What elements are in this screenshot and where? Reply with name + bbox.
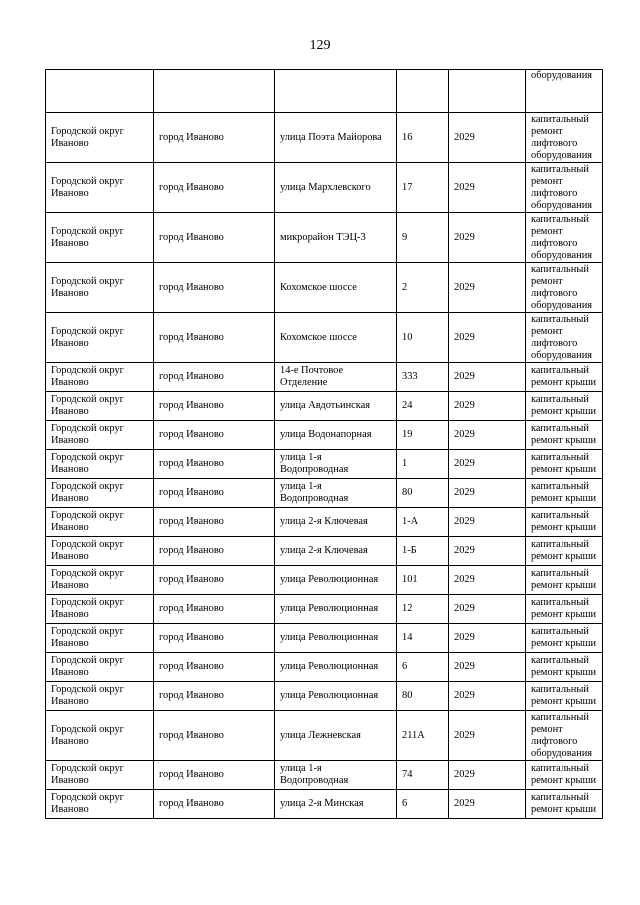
cell-street (275, 479, 397, 508)
year-text: 2029 (454, 487, 475, 498)
cell-house (397, 450, 449, 479)
house-text: 9 (402, 231, 408, 243)
cell-house (397, 421, 449, 450)
work-text: капитальный ремонт крыши (531, 423, 597, 446)
cell-locality (154, 363, 275, 392)
cell-work (526, 70, 603, 113)
cell-locality (154, 653, 275, 682)
municipality-text: Городской округ Иваново (51, 365, 124, 388)
locality-text: город Иваново (159, 690, 224, 701)
cell-year (449, 70, 526, 113)
cell-municipality (46, 450, 154, 479)
work-text: капитальный ремонт крыши (531, 452, 597, 475)
cell-house (397, 566, 449, 595)
cell-house (397, 263, 449, 313)
street-text: улица 1-я Водопроводная (280, 763, 349, 786)
house-text: 6 (402, 661, 408, 672)
locality-text: город Иваново (159, 516, 224, 527)
table-row (46, 711, 603, 761)
cell-municipality (46, 682, 154, 711)
house-text: 80 (402, 487, 413, 498)
house-text: 80 (402, 690, 413, 701)
cell-municipality (46, 790, 154, 819)
cell-street (275, 213, 397, 263)
cell-municipality (46, 363, 154, 392)
house-text: 2 (402, 281, 408, 293)
cell-work (526, 163, 603, 213)
cell-year (449, 213, 526, 263)
cell-work (526, 113, 603, 163)
cell-house (397, 653, 449, 682)
street-text: улица 1-я Водопроводная (280, 481, 349, 504)
house-text: 10 (402, 331, 413, 343)
cell-street (275, 790, 397, 819)
cell-work (526, 566, 603, 595)
cell-street (275, 263, 397, 313)
house-text: 24 (402, 400, 413, 411)
year-text: 2029 (454, 729, 475, 741)
house-text: 1-Б (402, 545, 417, 556)
table-row (46, 163, 603, 213)
cell-municipality (46, 113, 154, 163)
table-row (46, 653, 603, 682)
municipality-text: Городской округ Иваново (51, 684, 124, 707)
cell-locality (154, 537, 275, 566)
street-text: улица Революционная (280, 574, 379, 585)
work-text: капитальный ремонт крыши (531, 684, 597, 707)
table-row (46, 682, 603, 711)
locality-text: город Иваново (159, 661, 224, 672)
cell-year (449, 566, 526, 595)
table-row (46, 263, 603, 313)
cell-street (275, 682, 397, 711)
cell-work (526, 790, 603, 819)
cell-year (449, 313, 526, 363)
cell-locality (154, 508, 275, 537)
municipality-text: Городской округ Иваново (51, 568, 124, 591)
house-text: 211А (402, 729, 425, 741)
locality-text: город Иваново (159, 458, 224, 469)
cell-year (449, 537, 526, 566)
cell-work (526, 479, 603, 508)
locality-text: город Иваново (159, 131, 224, 143)
year-text: 2029 (454, 661, 475, 672)
house-text: 101 (402, 574, 418, 585)
cell-locality (154, 263, 275, 313)
cell-house (397, 70, 449, 113)
cell-house (397, 213, 449, 263)
cell-house (397, 479, 449, 508)
work-text: капитальный ремонт лифтового оборудования (531, 313, 593, 361)
cell-municipality (46, 263, 154, 313)
table-row (46, 363, 603, 392)
cell-street (275, 508, 397, 537)
street-text: микрорайон ТЭЦ-3 (280, 231, 366, 243)
cell-municipality (46, 595, 154, 624)
cell-street (275, 392, 397, 421)
cell-locality (154, 313, 275, 363)
house-text: 16 (402, 131, 413, 143)
table-row (46, 566, 603, 595)
cell-municipality (46, 392, 154, 421)
cell-street (275, 566, 397, 595)
municipality-text: Городской округ Иваново (51, 510, 124, 533)
cell-locality (154, 392, 275, 421)
cell-year (449, 682, 526, 711)
cell-municipality (46, 761, 154, 790)
work-text: капитальный ремонт крыши (531, 655, 597, 678)
cell-locality (154, 450, 275, 479)
year-text: 2029 (454, 400, 475, 411)
page-number: 129 (309, 38, 331, 53)
cell-locality (154, 70, 275, 113)
table-row (46, 761, 603, 790)
locality-text: город Иваново (159, 429, 224, 440)
cell-locality (154, 790, 275, 819)
cell-locality (154, 595, 275, 624)
cell-street (275, 624, 397, 653)
cell-year (449, 624, 526, 653)
year-text: 2029 (454, 798, 475, 809)
cell-locality (154, 682, 275, 711)
work-text: капитальный ремонт крыши (531, 481, 597, 504)
cell-work (526, 392, 603, 421)
work-text: капитальный ремонт лифтового оборудования (531, 113, 593, 161)
municipality-text: Городской округ Иваново (51, 626, 124, 649)
municipality-text: Городской округ Иваново (51, 175, 124, 199)
year-text: 2029 (454, 231, 475, 243)
cell-municipality (46, 508, 154, 537)
locality-text: город Иваново (159, 281, 224, 293)
house-text: 19 (402, 429, 413, 440)
table-row (46, 313, 603, 363)
work-text: капитальный ремонт крыши (531, 510, 597, 533)
street-text: улица Революционная (280, 690, 379, 701)
cell-street (275, 363, 397, 392)
year-text: 2029 (454, 769, 475, 780)
cell-year (449, 595, 526, 624)
year-text: 2029 (454, 516, 475, 527)
street-text: Кохомское шоссе (280, 281, 357, 293)
cell-municipality (46, 213, 154, 263)
cell-street (275, 537, 397, 566)
table-row (46, 213, 603, 263)
street-text: улица Поэта Майорова (280, 131, 382, 143)
cell-year (449, 450, 526, 479)
house-text: 6 (402, 798, 408, 809)
cell-work (526, 213, 603, 263)
house-text: 1-А (402, 516, 419, 527)
year-text: 2029 (454, 331, 475, 343)
work-text: капитальный ремонт крыши (531, 539, 597, 562)
cell-house (397, 682, 449, 711)
cell-street (275, 450, 397, 479)
cell-work (526, 508, 603, 537)
work-text: капитальный ремонт крыши (531, 568, 597, 591)
cell-work (526, 421, 603, 450)
municipality-text: Городской округ Иваново (51, 481, 124, 504)
cell-municipality (46, 313, 154, 363)
table-row (46, 392, 603, 421)
table-row (46, 624, 603, 653)
cell-year (449, 421, 526, 450)
cell-locality (154, 163, 275, 213)
cell-house (397, 711, 449, 761)
municipality-text: Городской округ Иваново (51, 655, 124, 678)
cell-locality (154, 113, 275, 163)
locality-text: город Иваново (159, 487, 224, 498)
cell-house (397, 790, 449, 819)
house-text: 1 (402, 458, 408, 469)
street-text: улица 2-я Ключевая (280, 516, 368, 527)
cell-house (397, 595, 449, 624)
cell-house (397, 508, 449, 537)
table-row (46, 595, 603, 624)
municipality-text: Городской округ Иваново (51, 597, 124, 620)
locality-text: город Иваново (159, 545, 224, 556)
street-text: улица 2-я Минская (280, 798, 364, 809)
cell-work (526, 682, 603, 711)
street-text: улица Водонапорная (280, 429, 372, 440)
table-row (46, 508, 603, 537)
year-text: 2029 (454, 545, 475, 556)
street-text: улица Революционная (280, 661, 379, 672)
cell-work (526, 450, 603, 479)
table-row (46, 537, 603, 566)
cell-locality (154, 761, 275, 790)
cell-work (526, 711, 603, 761)
cell-house (397, 537, 449, 566)
municipality-text: Городской округ Иваново (51, 423, 124, 446)
cell-work (526, 537, 603, 566)
cell-house (397, 113, 449, 163)
municipality-text: Городской округ Иваново (51, 452, 124, 475)
work-text: капитальный ремонт лифтового оборудования (531, 263, 593, 311)
locality-text: город Иваново (159, 400, 224, 411)
locality-text: город Иваново (159, 603, 224, 614)
street-text: улица 2-я Ключевая (280, 545, 368, 556)
work-text: капитальный ремонт крыши (531, 394, 597, 417)
cell-municipality (46, 70, 154, 113)
cell-work (526, 363, 603, 392)
cell-municipality (46, 537, 154, 566)
street-text: улица Революционная (280, 603, 379, 614)
municipality-text: Городской округ Иваново (51, 763, 124, 786)
cell-year (449, 263, 526, 313)
cell-year (449, 790, 526, 819)
work-text: капитальный ремонт крыши (531, 626, 597, 649)
street-text: улица Лежневская (280, 729, 361, 741)
cell-locality (154, 421, 275, 450)
cell-municipality (46, 421, 154, 450)
cell-house (397, 313, 449, 363)
cell-house (397, 392, 449, 421)
locality-text: город Иваново (159, 769, 224, 780)
cell-municipality (46, 163, 154, 213)
cell-municipality (46, 479, 154, 508)
work-text: капитальный ремонт крыши (531, 763, 597, 786)
house-text: 74 (402, 769, 413, 780)
cell-municipality (46, 566, 154, 595)
cell-street (275, 70, 397, 113)
cell-work (526, 761, 603, 790)
street-text: улица Авдотьинская (280, 400, 371, 411)
cell-work (526, 624, 603, 653)
cell-street (275, 163, 397, 213)
cell-house (397, 624, 449, 653)
work-text: капитальный ремонт крыши (531, 792, 597, 815)
cell-year (449, 711, 526, 761)
street-text: улица Революционная (280, 632, 379, 643)
cell-street (275, 761, 397, 790)
cell-locality (154, 711, 275, 761)
cell-year (449, 163, 526, 213)
cell-municipality (46, 624, 154, 653)
table-row (46, 70, 603, 113)
cell-municipality (46, 653, 154, 682)
locality-text: город Иваново (159, 798, 224, 809)
table-body (46, 70, 603, 819)
street-text: улица 1-я Водопроводная (280, 452, 349, 475)
cell-year (449, 508, 526, 537)
table-row (46, 790, 603, 819)
locality-text: город Иваново (159, 181, 224, 193)
work-text: оборудования (531, 70, 593, 81)
street-text: улица Мархлевского (280, 181, 371, 193)
cell-year (449, 653, 526, 682)
cell-municipality (46, 711, 154, 761)
cell-year (449, 113, 526, 163)
year-text: 2029 (454, 371, 475, 382)
work-text: капитальный ремонт лифтового оборудования (531, 711, 593, 759)
municipality-text: Городской округ Иваново (51, 394, 124, 417)
year-text: 2029 (454, 632, 475, 643)
cell-house (397, 163, 449, 213)
cell-street (275, 653, 397, 682)
municipality-text: Городской округ Иваново (51, 325, 124, 349)
cell-work (526, 595, 603, 624)
cell-year (449, 392, 526, 421)
locality-text: город Иваново (159, 231, 224, 243)
cell-street (275, 313, 397, 363)
house-text: 12 (402, 603, 413, 614)
work-text: капитальный ремонт лифтового оборудования (531, 163, 593, 211)
cell-year (449, 479, 526, 508)
municipality-text: Городской округ Иваново (51, 723, 124, 747)
year-text: 2029 (454, 458, 475, 469)
cell-locality (154, 479, 275, 508)
cell-house (397, 363, 449, 392)
year-text: 2029 (454, 603, 475, 614)
municipality-text: Городской округ Иваново (51, 125, 124, 149)
year-text: 2029 (454, 429, 475, 440)
cell-street (275, 113, 397, 163)
cell-street (275, 711, 397, 761)
cell-locality (154, 566, 275, 595)
table-row (46, 450, 603, 479)
cell-house (397, 761, 449, 790)
cell-street (275, 421, 397, 450)
municipality-text: Городской округ Иваново (51, 539, 124, 562)
locality-text: город Иваново (159, 331, 224, 343)
locality-text: город Иваново (159, 371, 224, 382)
house-text: 14 (402, 632, 413, 643)
cell-locality (154, 213, 275, 263)
locality-text: город Иваново (159, 729, 224, 741)
year-text: 2029 (454, 574, 475, 585)
municipality-text: Городской округ Иваново (51, 792, 124, 815)
cell-work (526, 653, 603, 682)
cell-year (449, 761, 526, 790)
work-text: капитальный ремонт крыши (531, 365, 597, 388)
municipality-text: Городской округ Иваново (51, 275, 124, 299)
work-text: капитальный ремонт крыши (531, 597, 597, 620)
table-row (46, 421, 603, 450)
house-text: 17 (402, 181, 413, 193)
street-text: 14-е Почтовое Отделение (280, 365, 344, 388)
cell-year (449, 363, 526, 392)
locality-text: город Иваново (159, 632, 224, 643)
table-row (46, 113, 603, 163)
municipality-text: Городской округ Иваново (51, 225, 124, 249)
year-text: 2029 (454, 281, 475, 293)
work-plan-table (45, 69, 603, 819)
house-text: 333 (402, 371, 418, 382)
year-text: 2029 (454, 131, 475, 143)
table-row (46, 479, 603, 508)
cell-locality (154, 624, 275, 653)
street-text: Кохомское шоссе (280, 331, 357, 343)
cell-work (526, 263, 603, 313)
cell-work (526, 313, 603, 363)
year-text: 2029 (454, 181, 475, 193)
locality-text: город Иваново (159, 574, 224, 585)
year-text: 2029 (454, 690, 475, 701)
work-text: капитальный ремонт лифтового оборудования (531, 213, 593, 261)
cell-street (275, 595, 397, 624)
